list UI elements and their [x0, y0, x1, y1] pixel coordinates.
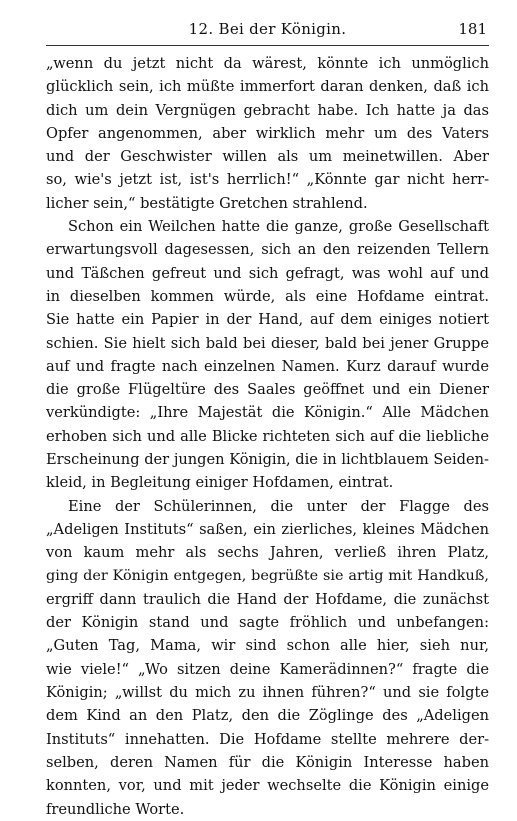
text-line: Sie hatte ein Papier in der Hand, auf dem einiges notiert: [46, 311, 489, 329]
text-line: dich um dein Vergnügen gebracht habe. Ich hatte ja das: [46, 101, 489, 119]
text-line: ging der Königin entgegen, begrüßte sie artig mit Handkuß,: [46, 567, 489, 584]
text-line: so, wie's jetzt ist, ist's herrlich!“ „Könnte gar nicht herr-: [46, 171, 489, 189]
text-line: Instituts“ innehatten. Die Hofdame stellte mehrere der-: [46, 730, 489, 748]
text-line: erwartungsvoll dagesessen, sich an den reizenden Tellern: [46, 241, 489, 259]
text-line: selben, deren Namen für die Königin Interesse haben: [46, 753, 489, 771]
text-line: schien. Sie hielt sich bald bei dieser, bald bei jener Gruppe: [46, 334, 489, 352]
text-line: Opfer angenommen, aber wirklich mehr um des Vaters: [46, 124, 489, 142]
text-line: konnten, vor, und mit jeder wechselte die Königin einige: [46, 777, 489, 795]
text-line: Erscheinung der jungen Königin, die in lichtblauem Seiden-: [46, 451, 489, 469]
text-line: der Königin stand und sagte fröhlich und unbefangen:: [46, 614, 489, 632]
text-line: „Guten Tag, Mama, wir sind schon alle hier, sieh nur,: [46, 637, 489, 655]
paragraph: [46, 495, 489, 821]
text-line: und Täßchen gefreut und sich gefragt, was wohl auf und: [46, 264, 489, 282]
text-line: dem Kind an den Platz, den die Zöglinge des „Adeligen: [46, 707, 489, 725]
text-line: verkündigte: „Ihre Majestät die Königin.“ Alle Mädchen: [46, 404, 489, 422]
text-line: erhoben sich und alle Blicke richteten sich auf die liebliche: [46, 427, 489, 445]
body-text: [46, 52, 489, 821]
text-line: Königin; „willst du mich zu ihnen führen?“ und sie folgte: [46, 684, 489, 702]
text-line: in dieselben kommen würde, als eine Hofdame eintrat.: [46, 287, 489, 305]
text-line: ergriff dann traulich die Hand der Hofdame, die zunächst: [46, 590, 489, 608]
paragraph: [46, 215, 489, 495]
text-line: glücklich sein, ich müßte immerfort daran denken, daß ich: [46, 78, 489, 96]
text-line: die große Flügeltüre des Saales geöffnet und ein Diener: [46, 381, 489, 399]
text-line: wie viele!“ „Wo sitzen deine Kamerädinnen?“ fragte die: [46, 660, 489, 678]
page-number: 181: [458, 20, 487, 38]
text-line: freundliche Worte.: [46, 800, 185, 818]
chapter-title: 12. Bei der Königin.: [188, 20, 347, 38]
paragraph: [46, 52, 489, 215]
text-line: auf und fragte nach einzelnen Namen. Kurz darauf wurde: [46, 357, 489, 375]
text-line: Eine der Schülerinnen, die unter der Flagge des: [68, 497, 489, 515]
header-rule: [46, 45, 489, 46]
text-line: Schon ein Weilchen hatte die ganze, große Gesellschaft: [68, 218, 489, 236]
text-line: „Adeligen Instituts“ saßen, ein zierliches, kleines Mädchen: [46, 520, 489, 538]
running-head: [46, 20, 489, 42]
text-line: und der Geschwister willen als um meinetwillen. Aber: [46, 148, 489, 166]
text-line: licher sein,“ bestätigte Gretchen strahlend.: [46, 194, 368, 212]
text-line: von kaum mehr als sechs Jahren, verließ ihren Platz,: [46, 544, 489, 562]
text-line: kleid, in Begleitung einiger Hofdamen, eintrat.: [46, 474, 394, 492]
text-line: „wenn du jetzt nicht da wärest, könnte ich unmöglich: [46, 55, 489, 72]
